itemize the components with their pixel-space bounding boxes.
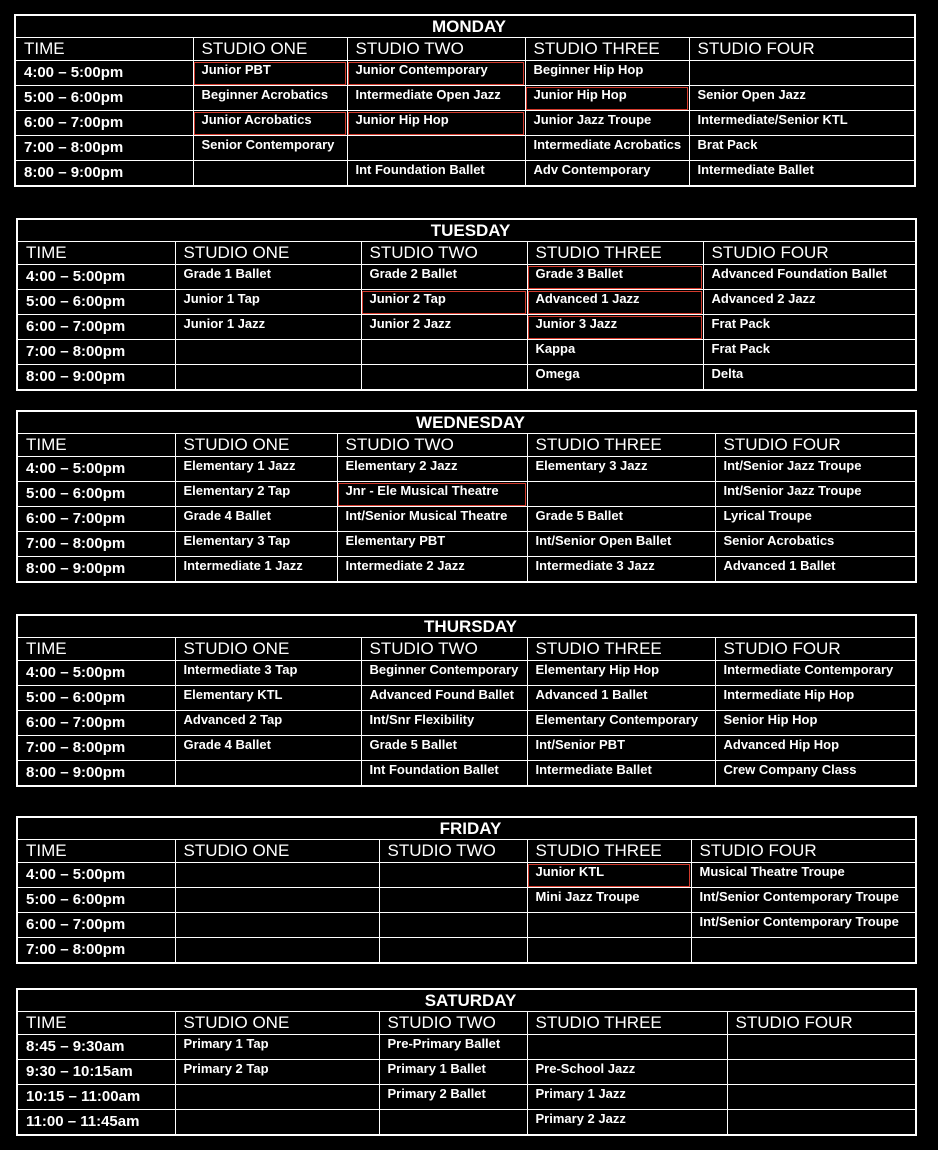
class-cell	[527, 913, 691, 938]
class-cell: Grade 1 Ballet	[175, 265, 361, 290]
class-cell: Omega	[527, 365, 703, 391]
class-cell	[361, 340, 527, 365]
class-cell: Intermediate Open Jazz	[347, 86, 525, 111]
time-slot: 4:00 – 5:00pm	[17, 457, 175, 482]
class-cell	[175, 1085, 379, 1110]
class-cell: Elementary Hip Hop	[527, 661, 715, 686]
class-cell: Senior Contemporary	[193, 136, 347, 161]
studio-one-header: STUDIO ONE	[175, 638, 361, 661]
class-cell: Junior Hip Hop	[347, 111, 525, 136]
class-cell: Primary 1 Ballet	[379, 1060, 527, 1085]
class-cell: Grade 2 Ballet	[361, 265, 527, 290]
class-cell	[175, 863, 379, 888]
class-cell: Brat Pack	[689, 136, 915, 161]
studio-four-header: STUDIO FOUR	[727, 1012, 916, 1035]
class-cell: Intermediate Hip Hop	[715, 686, 916, 711]
class-cell	[527, 938, 691, 964]
class-cell: Int/Senior Contemporary Troupe	[691, 913, 916, 938]
day-title: WEDNESDAY	[17, 411, 916, 434]
class-cell: Primary 2 Tap	[175, 1060, 379, 1085]
class-cell: Junior Jazz Troupe	[525, 111, 689, 136]
class-cell	[175, 761, 361, 787]
class-cell: Delta	[703, 365, 916, 391]
time-slot: 5:00 – 6:00pm	[15, 86, 193, 111]
class-cell: Int/Senior Contemporary Troupe	[691, 888, 916, 913]
time-slot: 6:00 – 7:00pm	[17, 507, 175, 532]
class-cell: Pre-School Jazz	[527, 1060, 727, 1085]
class-cell	[379, 913, 527, 938]
saturday-timetable	[16, 988, 917, 1136]
studio-one-header: STUDIO ONE	[175, 840, 379, 863]
time-slot: 7:00 – 8:00pm	[17, 736, 175, 761]
class-cell: Advanced 1 Ballet	[527, 686, 715, 711]
time-header: TIME	[15, 38, 193, 61]
time-slot: 10:15 – 11:00am	[17, 1085, 175, 1110]
time-slot: 8:00 – 9:00pm	[17, 761, 175, 787]
class-cell	[727, 1085, 916, 1110]
class-cell: Elementary 3 Tap	[175, 532, 337, 557]
class-cell	[527, 1035, 727, 1060]
class-cell: Advanced Hip Hop	[715, 736, 916, 761]
class-cell: Kappa	[527, 340, 703, 365]
class-cell: Adv Contemporary	[525, 161, 689, 187]
class-cell: Intermediate 3 Jazz	[527, 557, 715, 583]
class-cell: Advanced Found Ballet	[361, 686, 527, 711]
class-cell: Intermediate 1 Jazz	[175, 557, 337, 583]
class-cell: Int/Senior PBT	[527, 736, 715, 761]
class-cell: Senior Hip Hop	[715, 711, 916, 736]
class-cell	[361, 365, 527, 391]
class-cell: Mini Jazz Troupe	[527, 888, 691, 913]
class-cell	[691, 938, 916, 964]
class-cell: Grade 4 Ballet	[175, 736, 361, 761]
class-cell: Grade 5 Ballet	[361, 736, 527, 761]
class-cell: Intermediate 2 Jazz	[337, 557, 527, 583]
studio-one-header: STUDIO ONE	[193, 38, 347, 61]
class-cell	[727, 1035, 916, 1060]
class-cell: Int/Senior Jazz Troupe	[715, 457, 916, 482]
studio-one-header: STUDIO ONE	[175, 1012, 379, 1035]
class-cell: Intermediate Contemporary	[715, 661, 916, 686]
class-cell	[193, 161, 347, 187]
class-cell: Primary 2 Ballet	[379, 1085, 527, 1110]
class-cell	[379, 1110, 527, 1136]
class-cell	[379, 863, 527, 888]
class-cell: Grade 4 Ballet	[175, 507, 337, 532]
class-cell: Intermediate Ballet	[689, 161, 915, 187]
time-slot: 8:00 – 9:00pm	[17, 365, 175, 391]
day-title: THURSDAY	[17, 615, 916, 638]
class-cell	[379, 888, 527, 913]
thursday-timetable	[16, 614, 917, 787]
studio-four-header: STUDIO FOUR	[703, 242, 916, 265]
day-title: SATURDAY	[17, 989, 916, 1012]
class-cell: Grade 5 Ballet	[527, 507, 715, 532]
class-cell: Jnr - Ele Musical Theatre	[337, 482, 527, 507]
time-slot: 6:00 – 7:00pm	[17, 913, 175, 938]
class-cell: Elementary Contemporary	[527, 711, 715, 736]
time-header: TIME	[17, 242, 175, 265]
day-title: TUESDAY	[17, 219, 916, 242]
day-title: FRIDAY	[17, 817, 916, 840]
class-cell: Primary 2 Jazz	[527, 1110, 727, 1136]
day-title: MONDAY	[15, 15, 915, 38]
class-cell: Elementary 1 Jazz	[175, 457, 337, 482]
class-cell: Advanced Foundation Ballet	[703, 265, 916, 290]
studio-three-header: STUDIO THREE	[525, 38, 689, 61]
time-slot: 6:00 – 7:00pm	[15, 111, 193, 136]
class-cell	[379, 938, 527, 964]
class-cell: Junior PBT	[193, 61, 347, 86]
studio-two-header: STUDIO TWO	[337, 434, 527, 457]
class-cell	[527, 482, 715, 507]
class-cell: Junior 1 Jazz	[175, 315, 361, 340]
class-cell: Senior Open Jazz	[689, 86, 915, 111]
time-slot: 4:00 – 5:00pm	[17, 863, 175, 888]
studio-four-header: STUDIO FOUR	[689, 38, 915, 61]
studio-four-header: STUDIO FOUR	[715, 434, 916, 457]
class-cell: Beginner Contemporary	[361, 661, 527, 686]
class-cell	[175, 938, 379, 964]
time-header: TIME	[17, 1012, 175, 1035]
class-cell: Intermediate 3 Tap	[175, 661, 361, 686]
class-cell: Intermediate/Senior KTL	[689, 111, 915, 136]
class-cell: Junior 2 Tap	[361, 290, 527, 315]
class-cell	[175, 1110, 379, 1136]
studio-three-header: STUDIO THREE	[527, 638, 715, 661]
monday-timetable	[14, 14, 916, 187]
time-slot: 4:00 – 5:00pm	[15, 61, 193, 86]
studio-four-header: STUDIO FOUR	[691, 840, 916, 863]
class-cell	[175, 340, 361, 365]
studio-two-header: STUDIO TWO	[347, 38, 525, 61]
time-header: TIME	[17, 840, 175, 863]
class-cell: Int Foundation Ballet	[347, 161, 525, 187]
class-cell: Beginner Acrobatics	[193, 86, 347, 111]
class-cell: Primary 1 Tap	[175, 1035, 379, 1060]
time-header: TIME	[17, 638, 175, 661]
friday-timetable	[16, 816, 917, 964]
class-cell: Advanced 1 Ballet	[715, 557, 916, 583]
class-cell: Lyrical Troupe	[715, 507, 916, 532]
studio-two-header: STUDIO TWO	[361, 638, 527, 661]
studio-three-header: STUDIO THREE	[527, 1012, 727, 1035]
class-cell: Advanced 2 Tap	[175, 711, 361, 736]
time-slot: 9:30 – 10:15am	[17, 1060, 175, 1085]
time-slot: 5:00 – 6:00pm	[17, 686, 175, 711]
class-cell: Advanced 1 Jazz	[527, 290, 703, 315]
class-cell: Junior Hip Hop	[525, 86, 689, 111]
class-cell: Elementary 2 Tap	[175, 482, 337, 507]
class-cell: Elementary 2 Jazz	[337, 457, 527, 482]
tuesday-timetable	[16, 218, 917, 391]
studio-one-header: STUDIO ONE	[175, 242, 361, 265]
class-cell: Junior KTL	[527, 863, 691, 888]
studio-three-header: STUDIO THREE	[527, 242, 703, 265]
class-cell: Int/Senior Jazz Troupe	[715, 482, 916, 507]
time-slot: 6:00 – 7:00pm	[17, 315, 175, 340]
time-header: TIME	[17, 434, 175, 457]
class-cell: Junior 2 Jazz	[361, 315, 527, 340]
wednesday-timetable	[16, 410, 917, 583]
class-cell	[347, 136, 525, 161]
time-slot: 8:00 – 9:00pm	[17, 557, 175, 583]
time-slot: 7:00 – 8:00pm	[17, 938, 175, 964]
time-slot: 5:00 – 6:00pm	[17, 290, 175, 315]
class-cell	[689, 61, 915, 86]
class-cell: Int Foundation Ballet	[361, 761, 527, 787]
class-cell: Int/Senior Musical Theatre	[337, 507, 527, 532]
class-cell: Junior Contemporary	[347, 61, 525, 86]
class-cell: Pre-Primary Ballet	[379, 1035, 527, 1060]
studio-three-header: STUDIO THREE	[527, 434, 715, 457]
class-cell: Grade 3 Ballet	[527, 265, 703, 290]
class-cell	[175, 888, 379, 913]
time-slot: 5:00 – 6:00pm	[17, 888, 175, 913]
class-cell	[175, 913, 379, 938]
class-cell: Elementary 3 Jazz	[527, 457, 715, 482]
studio-two-header: STUDIO TWO	[379, 1012, 527, 1035]
time-slot: 7:00 – 8:00pm	[17, 532, 175, 557]
time-slot: 6:00 – 7:00pm	[17, 711, 175, 736]
time-slot: 7:00 – 8:00pm	[15, 136, 193, 161]
class-cell: Elementary KTL	[175, 686, 361, 711]
studio-four-header: STUDIO FOUR	[715, 638, 916, 661]
studio-two-header: STUDIO TWO	[361, 242, 527, 265]
class-cell: Beginner Hip Hop	[525, 61, 689, 86]
class-cell: Intermediate Ballet	[527, 761, 715, 787]
time-slot: 5:00 – 6:00pm	[17, 482, 175, 507]
time-slot: 4:00 – 5:00pm	[17, 661, 175, 686]
class-cell: Crew Company Class	[715, 761, 916, 787]
studio-three-header: STUDIO THREE	[527, 840, 691, 863]
time-slot: 8:45 – 9:30am	[17, 1035, 175, 1060]
class-cell	[175, 365, 361, 391]
class-cell: Junior 3 Jazz	[527, 315, 703, 340]
class-cell	[727, 1110, 916, 1136]
class-cell: Int/Senior Open Ballet	[527, 532, 715, 557]
class-cell: Senior Acrobatics	[715, 532, 916, 557]
class-cell: Elementary PBT	[337, 532, 527, 557]
class-cell: Junior 1 Tap	[175, 290, 361, 315]
time-slot: 11:00 – 11:45am	[17, 1110, 175, 1136]
studio-one-header: STUDIO ONE	[175, 434, 337, 457]
class-cell: Junior Acrobatics	[193, 111, 347, 136]
class-cell: Musical Theatre Troupe	[691, 863, 916, 888]
class-cell: Frat Pack	[703, 315, 916, 340]
time-slot: 7:00 – 8:00pm	[17, 340, 175, 365]
class-cell: Frat Pack	[703, 340, 916, 365]
class-cell: Int/Snr Flexibility	[361, 711, 527, 736]
time-slot: 8:00 – 9:00pm	[15, 161, 193, 187]
class-cell: Primary 1 Jazz	[527, 1085, 727, 1110]
class-cell: Intermediate Acrobatics	[525, 136, 689, 161]
time-slot: 4:00 – 5:00pm	[17, 265, 175, 290]
studio-two-header: STUDIO TWO	[379, 840, 527, 863]
class-cell: Advanced 2 Jazz	[703, 290, 916, 315]
class-cell	[727, 1060, 916, 1085]
